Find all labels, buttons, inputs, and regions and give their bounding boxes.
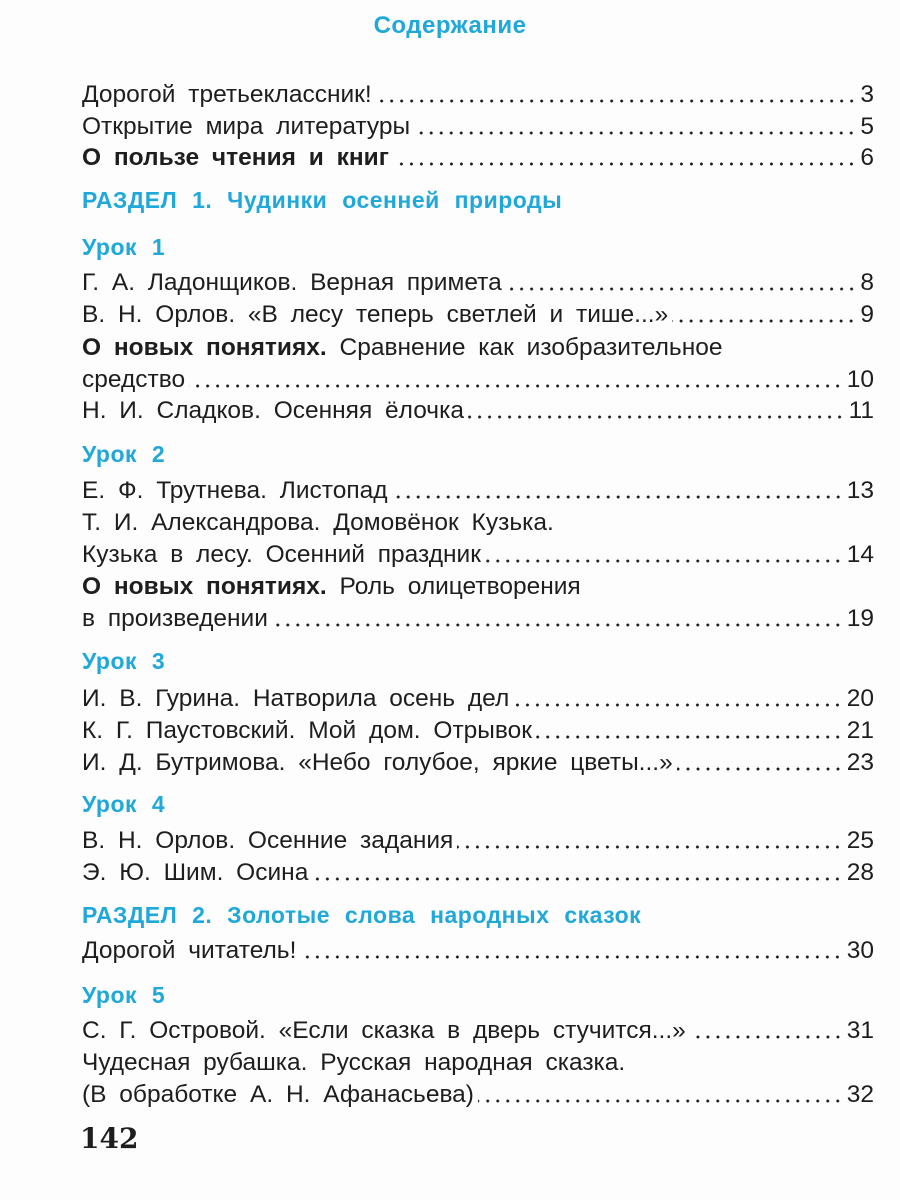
- toc-entry: [82, 396, 874, 426]
- entry-title: Е. Ф. Трутнева. Листопад: [82, 477, 388, 504]
- entry-page: 11: [848, 397, 874, 424]
- toc-entry: [82, 112, 874, 142]
- lesson-heading-1: Урок 1: [82, 234, 166, 260]
- dot-leader: [690, 1035, 843, 1039]
- entry-title: Сравнение как изобразительное: [326, 334, 723, 361]
- toc-entry: [82, 826, 874, 856]
- entry-title: С. Г. Островой. «Если сказка в дверь стучится...»: [82, 1017, 686, 1044]
- entry-title: Роль олицетворения: [326, 573, 581, 600]
- entry-page: 25: [846, 827, 874, 854]
- entry-title: Дорогой третьеклассник!: [82, 81, 372, 108]
- toc-entry: [82, 268, 874, 298]
- dot-leader: [536, 735, 843, 739]
- dot-leader: [376, 99, 857, 103]
- entry-page: 21: [846, 717, 874, 744]
- entry-title: В. Н. Орлов. «В лесу теперь светлей и тише...»: [82, 301, 669, 328]
- toc-entry-first-line: [82, 333, 874, 363]
- dot-leader: [189, 384, 843, 388]
- lesson-heading-5: Урок 5: [82, 982, 166, 1008]
- toc-entry: [82, 300, 874, 330]
- entry-page: 13: [846, 477, 874, 504]
- entry-page: 3: [860, 81, 874, 108]
- lesson-heading-4: Урок 4: [82, 791, 166, 817]
- entry-page: 10: [846, 366, 874, 393]
- dot-leader: [457, 845, 842, 849]
- entry-title-cont: (В обработке А. Н. Афанасьева): [82, 1081, 474, 1108]
- toc-entry-first-line: Т. И. Александрова. Домовёнок Кузька.: [82, 509, 554, 536]
- entry-page: 5: [860, 113, 874, 140]
- section-heading-1: РАЗДЕЛ 1. Чудинки осенней природы: [82, 187, 563, 213]
- toc-entry: [82, 143, 874, 173]
- toc-entry: [82, 684, 874, 714]
- toc-entry: [82, 604, 874, 634]
- dot-leader: [393, 162, 856, 166]
- entry-page: 9: [860, 301, 874, 328]
- toc-entry-first-line: [82, 572, 874, 602]
- entry-title: И. В. Гурина. Натворила осень дел: [82, 685, 510, 712]
- toc-entry: [82, 748, 874, 778]
- entry-title: Э. Ю. Шим. Осина: [82, 859, 309, 886]
- toc-entry: [82, 716, 874, 746]
- entry-page: 19: [846, 605, 874, 632]
- entry-title-cont: Кузька в лесу. Осенний праздник: [82, 541, 481, 568]
- page-number: 142: [80, 1122, 139, 1155]
- entry-title: К. Г. Паустовский. Мой дом. Отрывок: [82, 717, 533, 744]
- entry-title: И. Д. Бутримова. «Небо голубое, яркие цветы...»: [82, 749, 673, 776]
- entry-page: 20: [846, 685, 874, 712]
- toc-entry: [82, 1016, 874, 1046]
- toc-entry: [82, 858, 874, 888]
- dot-leader: [478, 1099, 843, 1103]
- page-title: Содержание: [373, 12, 527, 39]
- entry-title-cont: средство: [82, 366, 186, 393]
- dot-leader: [468, 415, 845, 419]
- lesson-heading-3: Урок 3: [82, 648, 166, 674]
- toc-entry: [82, 1080, 874, 1110]
- dot-leader: [677, 767, 843, 771]
- dot-leader: [414, 131, 856, 135]
- dot-leader: [485, 559, 843, 563]
- entry-page: 28: [846, 859, 874, 886]
- entry-bold-prefix: О новых понятиях.: [82, 334, 327, 361]
- dot-leader: [392, 495, 843, 499]
- entry-bold-prefix: О новых понятиях.: [82, 573, 327, 600]
- toc-entry-first-line: Чудесная рубашка. Русская народная сказка.: [82, 1049, 626, 1076]
- entry-page: 30: [846, 937, 874, 964]
- toc-entry: [82, 80, 874, 110]
- toc-entry: [82, 540, 874, 570]
- lesson-heading-2: Урок 2: [82, 441, 166, 467]
- entry-page: 23: [846, 749, 874, 776]
- entry-title: Дорогой читатель!: [82, 937, 297, 964]
- toc-entry: [82, 936, 874, 966]
- entry-page: 31: [846, 1017, 874, 1044]
- entry-page: 32: [846, 1081, 874, 1108]
- entry-page: 14: [846, 541, 874, 568]
- entry-title: Открытие мира литературы: [82, 113, 411, 140]
- dot-leader: [300, 955, 842, 959]
- dot-leader: [272, 623, 843, 627]
- dot-leader: [513, 703, 842, 707]
- section-heading-2: РАЗДЕЛ 2. Золотые слова народных сказок: [82, 902, 642, 928]
- entry-page: 6: [860, 144, 874, 171]
- dot-leader: [506, 287, 857, 291]
- toc-entry: [82, 476, 874, 506]
- entry-title: О пользе чтения и книг: [82, 144, 389, 171]
- entry-title: В. Н. Орлов. Осенние задания: [82, 827, 454, 854]
- entry-title: Г. А. Ладонщиков. Верная примета: [82, 269, 502, 296]
- entry-title: Н. И. Сладков. Осенняя ёлочка: [82, 397, 464, 424]
- toc-entry: [82, 365, 874, 395]
- dot-leader: [672, 319, 856, 323]
- entry-page: 8: [860, 269, 874, 296]
- dot-leader: [312, 877, 842, 881]
- entry-title-cont: в произведении: [82, 605, 268, 632]
